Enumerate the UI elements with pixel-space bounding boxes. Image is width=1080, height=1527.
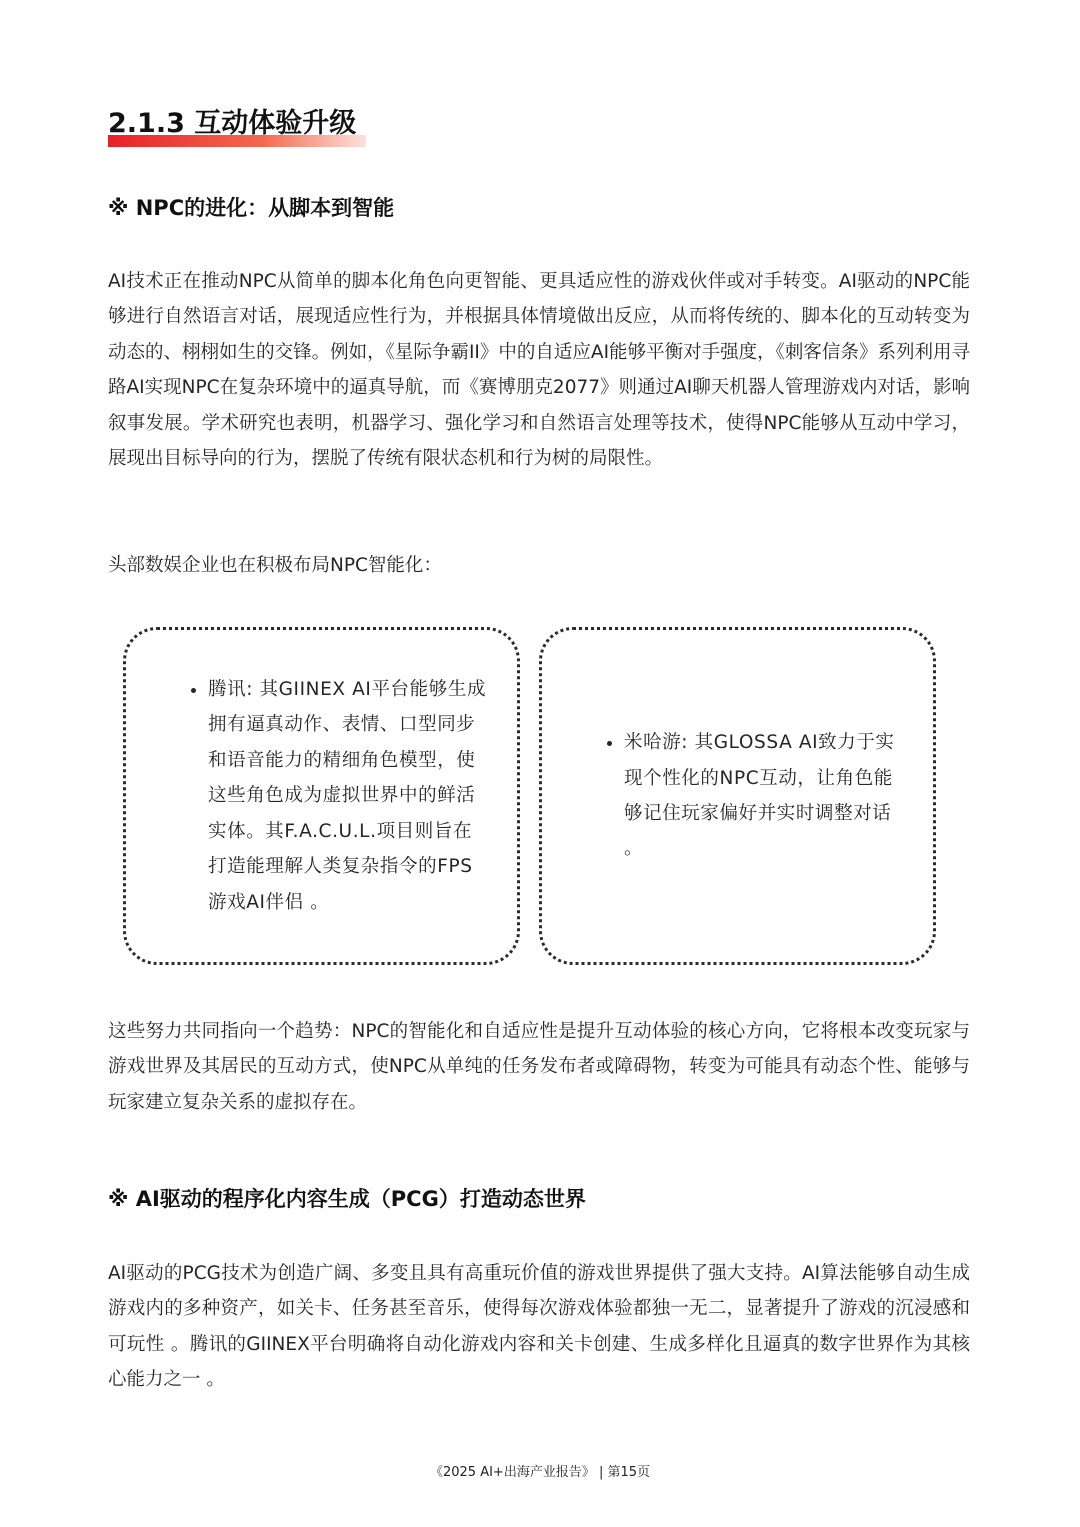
pcg-section-heading: ※ AI驱动的程序化内容生成（PCG）打造动态世界 (108, 1187, 586, 1211)
npc-intro-paragraph: AI技术正在推动NPC从简单的脚本化角色向更智能、更具适应性的游戏伙伴或对手转变。AI驱动的NPC能够进行自然语言对话，展现适应性行为，并根据具体情境做出反应，从而将传统的、脚本化的互动转变为动态的、栩栩如生的交锋。例如，《星际争霸II》中的自适应AI能够平衡对手强度，《刺客信条》系列利用寻路AI实现NPC在复杂环境中的逼真导航，而《赛博朋克2077》则通过AI聊天机器人管理游戏内对话，影响叙事发展。学术研究也表明，机器学习、强化学习和自然语言处理等技术，使得NPC能够从互动中学习，展现出目标导向的行为，摆脱了传统有限状态机和行为树的局限性。 (108, 271, 970, 470)
pcg-paragraph: AI驱动的PCG技术为创造广阔、多变且具有高重玩价值的游戏世界提供了强大支持。AI算法能够自动生成游戏内的多种资产，如关卡、任务甚至音乐，使得每次游戏体验都独一无二，显著提升了游戏的沉浸感和可玩性 。腾讯的GIINEX平台明确将自动化游戏内容和关卡创建、生成多样化且逼真的数字世界作为其核心能力之一 。 (108, 1263, 970, 1391)
npc-section-heading: ※ NPC的进化：从脚本到智能 (108, 196, 395, 220)
tencent-list (126, 672, 517, 920)
mihoyo-card (539, 627, 936, 965)
mihoyo-list-item: • 米哈游: 其GLOSSA AI致力于实现个性化的NPC互动，让角色能够记住玩家偏好并实时调整对话 。 (624, 725, 907, 867)
npc-trend-paragraph: 这些努力共同指向一个趋势：NPC的智能化和自适应性是提升互动体验的核心方向，它将根本改变玩家与游戏世界及其居民的互动方式，使NPC从单纯的任务发布者或障碍物，转变为可能具有动态个性、能够与玩家建立复杂关系的虚拟存在。 (108, 1021, 970, 1113)
page-footer: 《2025 AI+出海产业报告》 | 第15页 (429, 1465, 651, 1480)
mihoyo-list (542, 725, 933, 867)
tencent-card (123, 627, 520, 965)
companies-lead-paragraph: 头部数娱企业也在积极布局NPC智能化： (108, 555, 442, 576)
section-title: 2.1.3 互动体验升级 (108, 108, 357, 139)
tencent-list-item: • 腾讯: 其GIINEX AI平台能够生成拥有逼真动作、表情、口型同步和语音能力的精细角色模型，使这些角色成为虚拟世界中的鲜活实体。其F.A.C.U.L.项目则旨在打造能理解人类复杂指令的FPS游戏AI伴侣 。 (208, 672, 491, 920)
